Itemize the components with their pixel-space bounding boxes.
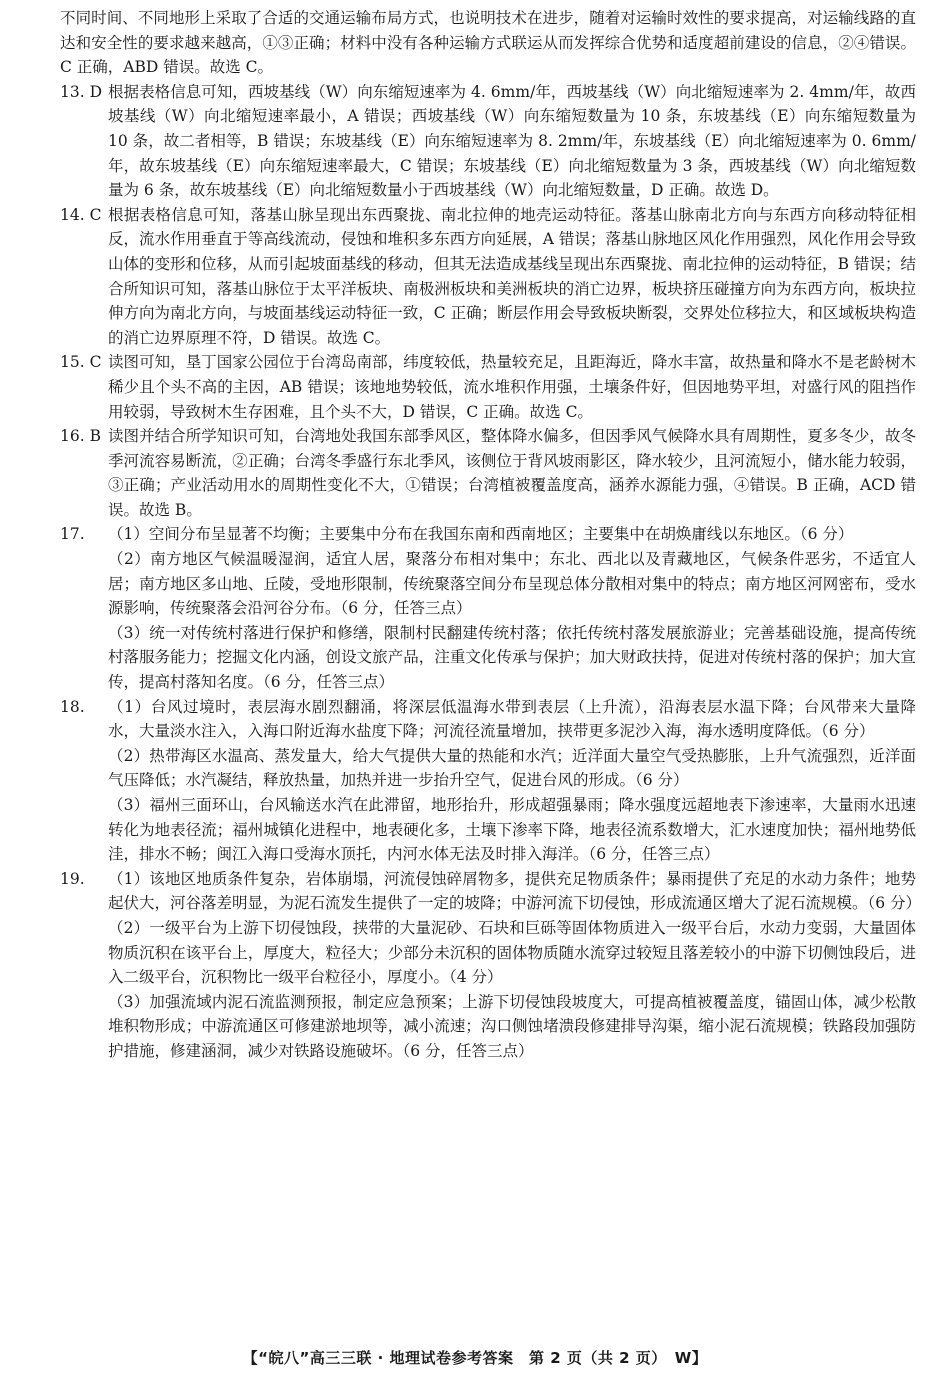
answer-part: （2）南方地区气候温暖湿润，适宜人居，聚落分布相对集中；东北、西北以及青藏地区，气候条件恶劣，不适宜人居；南方地区多山地、丘陵，受地形限制，传统聚落空间分布呈现总体分散相对集中的特点；南方地区河网密布，受水源影响，传统聚落会沿河谷分布。（6 分，任答三点） bbox=[108, 550, 916, 618]
page-footer: 【“皖八”高三三联 · 地理试卷参考答案 第 2 页（共 2 页） W】 bbox=[242, 1349, 708, 1367]
answer-number: 16. B bbox=[60, 427, 101, 446]
answer-body bbox=[108, 867, 922, 1064]
answer-number: 19. bbox=[60, 869, 85, 888]
answer-part: （1）空间分布呈显著不均衡；主要集中分布在我国东南和西南地区；主要集中在胡焕庸线以东地区。（6 分） bbox=[108, 525, 854, 544]
intro-paragraph: 不同时间、不同地形上采取了合适的交通运输布局方式，也说明技术在进步，随着对运输时效性的要求提高，对运输线路的直达和安全性的要求越来越高，①③正确；材料中没有各种运输方式联运从而发挥综合优势和适度超前建设的信息，②④错误。C 正确，ABD 错误。故选 C。 bbox=[60, 9, 916, 77]
answer-body bbox=[108, 522, 916, 694]
answer-13 bbox=[60, 80, 916, 203]
answer-text: 读图可知，垦丁国家公园位于台湾岛南部，纬度较低，热量较充足，且距海近，降水丰富，故热量和降水不是老龄树木稀少且个头不高的主因，AB 错误；该地地势较低，流水堆积作用强，土壤条件好，但因地势平坦，对盛行风的阻挡作用较弱，导致树木生存困难，且个头不大，D 错误，C 正确。故选 C。 bbox=[108, 353, 916, 421]
answer-part: （2）热带海区水温高、蒸发量大，给大气提供大量的热能和水汽；近洋面大量空气受热膨胀，上升气流强烈，近洋面气压降低；水汽凝结，释放热量，加热并进一步抬升空气，促进台风的形成。（6 分） bbox=[108, 746, 916, 790]
answer-part: （3）加强流域内泥石流监测预报，制定应急预案；上游下切侵蚀段坡度大，可提高植被覆盖度，锚固山体，减少松散堆积物形成；中游流通区可修建淤地坝等，减小流速；沟口侧蚀堵溃段修建排导沟渠，缩小泥石流规模；铁路段加强防护措施，修建涵洞，减少对铁路设施破坏。（6 分，任答三点） bbox=[108, 992, 916, 1060]
answer-part: （1）台风过境时，表层海水剧烈翻涌，将深层低温海水带到表层（上升流），沿海表层水温下降；台风带来大量降水，大量淡水注入，入海口附近海水盐度下降；河流径流量增加，挟带更多泥沙入海，海水透明度降低。（6 分） bbox=[108, 697, 916, 741]
answer-part: （2）一级平台为上游下切侵蚀段，挟带的大量泥砂、石块和巨砾等固体物质进入一级平台后，水动力变弱，大量固体物质沉积在该平台上，厚度大，粒径大；少部分未沉积的固体物质随水流穿过较短且落差较小的中游下切侧蚀段后，进入二级平台，沉积物比一级平台粒径小，厚度小。（4 分） bbox=[108, 918, 916, 987]
answer-text: 读图并结合所学知识可知，台湾地处我国东部季风区，整体降水偏多，但因季风气候降水具有周期性，夏多冬少，故冬季河流容易断流，②正确；台湾冬季盛行东北季风，该侧位于背风坡雨影区，降水较少，且河流短小，储水能力较弱，③正确；产业活动用水的周期性变化不大，①错误；台湾植被覆盖度高，涵养水源能力强，④错误。B 正确，ACD 错误。故选 B。 bbox=[108, 427, 916, 519]
answer-number: 15. C bbox=[60, 353, 102, 372]
answer-16 bbox=[60, 424, 916, 522]
answer-15 bbox=[60, 350, 916, 424]
answer-18 bbox=[60, 695, 916, 867]
answer-part: （3）统一对传统村落进行保护和修缮，限制村民翻建传统村落；依托传统村落发展旅游业；完善基础设施，提高传统村落服务能力；挖掘文化内涵，创设文旅产品，注重文化传承与保护；加大财政扶持，促进对传统村落的保护；加大宣传，提高村落知名度。（6 分，任答三点） bbox=[108, 623, 916, 692]
answer-17 bbox=[60, 522, 916, 694]
answer-19 bbox=[60, 867, 922, 1064]
answer-part: （1）该地区地质条件复杂，岩体崩塌，河流侵蚀碎屑物多，提供充足物质条件；暴雨提供了充足的水动力条件；地势起伏大，河谷落差明显，为泥石流发生提供了一定的坡降；中游河流下切侵蚀，形成流通区增大了泥石流规模。（6 分） bbox=[108, 869, 922, 913]
answer-14 bbox=[60, 203, 916, 351]
answer-part: （3）福州三面环山，台风输送水汽在此滞留，地形抬升，形成超强暴雨；降水强度远超地表下渗速率，大量雨水迅速转化为地表径流；福州城镇化进程中，地表硬化多，土壤下渗率下降，地表径流系数增大，汇水速度加快；福州地势低洼，排水不畅；闽江入海口受海水顶托，内河水体无法及时排入海洋。（6 分，任答三点） bbox=[108, 796, 916, 864]
answer-body bbox=[108, 695, 916, 867]
answer-text: 根据表格信息可知，西坡基线（W）向东缩短速率为 4. 6mm/年，西坡基线（W）向北缩短速率为 2. 4mm/年，故西坡基线（W）向北缩短速率最小，A 错误；西坡基线（W）向东缩短数量为 10 条，东坡基线（E）向东缩短数量为 10 条，故二者相等，B 错误；东坡基线（E）向东缩短速率为 8. 2mm/年，东坡基线（E）向北缩短速率为 0. 6mm/年，故东坡基线（E）向东缩短速率最大，C 错误；东坡基线（E）向北缩短数量为 3 条，西坡基线（W）向北缩短数量为 6 条，故东坡基线（E）向北缩短数量小于西坡基线（W）向北缩短数量，D 正确。故选 D。 bbox=[108, 82, 916, 200]
answer-number: 17. bbox=[60, 525, 85, 544]
answer-number: 13. D bbox=[60, 82, 103, 101]
answer-number: 18. bbox=[60, 697, 85, 716]
answer-page bbox=[60, 6, 922, 1064]
answer-text: 根据表格信息可知，落基山脉呈现出东西聚拢、南北拉伸的地壳运动特征。落基山脉南北方向与东西方向移动特征相反，流水作用垂直于等高线流动，侵蚀和堆积多东西方向延展，A 错误；落基山脉地区风化作用强烈，风化作用会导致山体的变形和位移，从而引起坡面基线的移动，但其无法造成基线呈现出东西聚拢、南北拉伸的运动特征，B 错误；结合所知识可知，落基山脉位于太平洋板块、南极洲板块和美洲板块的消亡边界，板块挤压碰撞方向为东西方向，板块拉伸方向为南北方向，与坡面基线运动特征一致，C 正确；断层作用会导致板块断裂，交界处位移拉大，和区域板块构造的消亡边界原理不符，D 错误。故选 C。 bbox=[108, 205, 916, 347]
answer-number: 14. C bbox=[60, 205, 102, 224]
